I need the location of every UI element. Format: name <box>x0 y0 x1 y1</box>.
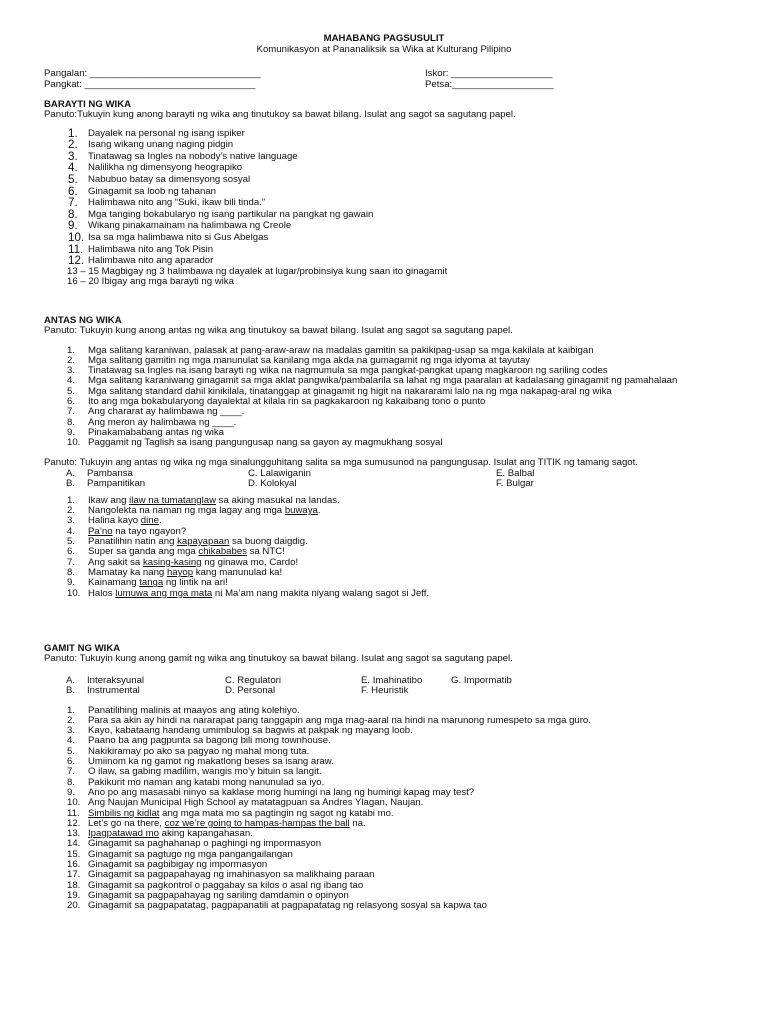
option-d: D. Personal <box>225 684 276 696</box>
list-item: 16 – 20 Ibigay ang mga barayti ng wika <box>67 276 234 288</box>
score-field-label: Iskor: ___________________ <box>425 68 553 79</box>
list-item: 5. Panatilihin natin ang kapayapaan sa buong daigdig. <box>67 536 308 548</box>
list-item: 2. Mga salitang gamitin ng mga manunulat sa kanilang mga akda na gumagamit ng mga idyoma at tayutay <box>67 354 531 366</box>
barayti-section <box>44 100 734 287</box>
underlined-word: Pa’no <box>88 525 113 537</box>
list-item: 10. Ang Naujan Municipal High School ay matatagpuan sa Andres Ylagan, Naujan. <box>67 797 424 809</box>
list-item: 10. Paggamit ng Taglish sa isang pangungusap nang sa gayon ay magmukhang sosyal <box>67 437 443 449</box>
list-item: 7. Ang sakit sa kasing-kasing ng ginawa mo, Cardo! <box>67 556 299 568</box>
list-item: 4. Mga salitang karaniwang ginagamit sa mga aklat pangwika/pambalarila sa lahat ng mga paaralan at kadalasang ginagamit ng pamahalaan <box>67 375 678 387</box>
list-item: 8. Mamatay ka nang hayop kang manunulad ka! <box>67 566 283 578</box>
list-item: 8. Mga tanging bokabularyo ng isang partikular na pangkat ng gawain <box>68 207 374 221</box>
exam-title: MAHABANG PAGSUSULIT <box>323 33 445 44</box>
underlined-word: chikababes <box>198 546 247 558</box>
gamit-heading: GAMIT NG WIKA <box>44 643 121 654</box>
underlined-word: kapayapaan <box>177 536 230 548</box>
list-item: 13 – 15 Magbigay ng 3 halimbawa ng dayalek at lugar/probinsiya kung saan ito ginagamit <box>67 265 448 277</box>
underlined-word: Ipagpatawad mo <box>88 828 159 840</box>
list-item: 10. Halos lumuwa ang mga mata ni Ma’am nang makita niyang walang sagot si Jeff. <box>67 587 430 599</box>
list-item: 10. Isa sa mga halimbawa nito si Gus Abelgas <box>68 230 269 244</box>
option-g: G. Impormatib <box>451 674 512 686</box>
underlined-word: tanga <box>139 577 164 589</box>
list-item: 1. Mga salitang karaniwan, palasak at pang-araw-araw na madalas gamitin sa pakikipag-usap sa mga kakilala at kaibigan <box>67 344 594 356</box>
list-item: 1. Ikaw ang ilaw na tumatanglaw sa aking masukal na landas. <box>67 494 340 506</box>
option-a: A. Interaksyunal <box>66 674 145 686</box>
antas-instruction-2: Panuto: Tukuyin ang antas ng wika ng mga sinalungguhitang salita sa mga sumusunod na pangungusap. Isulat ang TITIK ng tamang sagot. <box>44 456 638 468</box>
list-item: 7. Ang chararat ay halimbawa ng ____. <box>67 406 245 418</box>
antas-options <box>44 469 734 490</box>
list-item: 12. Let’s go na there, coz we’re going to hampas-hampas the ball na. <box>67 817 366 829</box>
list-item: 3. Kayo, kabataang handang umimbulog sa bagwis at pakpak ng mayang loob. <box>67 725 413 737</box>
underlined-word: dine <box>140 515 159 527</box>
option-e: E. Imahinatibo <box>361 674 423 686</box>
antas-instruction: Panuto: Tukuyin kung anong antas ng wika ang tinutukoy sa bawat bilang. Isulat ang sagot sa sagutang papel. <box>44 325 513 337</box>
option-f: F. Heuristik <box>361 684 409 696</box>
gamit-instruction: Panuto: Tukuyin kung anong gamit ng wika ang tinutukoy sa bawat bilang. Isulat ang sagot sa sagutang papel. <box>44 653 513 665</box>
option-b: B. Pampanitikan <box>66 477 146 489</box>
underlined-word: hayop <box>166 566 194 578</box>
list-item: 6. Umiinom ka ng gamot ng makatlong beses sa isang araw. <box>67 756 334 768</box>
list-item: 6. Super sa ganda ang mga chikababes sa NTC! <box>67 546 285 558</box>
barayti-heading: BARAYTI NG WIKA <box>44 99 132 110</box>
option-b: B. Instrumental <box>66 684 140 696</box>
list-item: 12. Halimbawa nito ang aparador <box>68 254 214 268</box>
underlined-word: coz we’re going to hampas-hampas the ball <box>164 817 350 829</box>
option-c: C. Lalawiganin <box>248 467 311 479</box>
antas-section <box>44 316 734 599</box>
option-c: C. Regulatori <box>225 674 281 686</box>
list-item: 1. Dayalek na personal ng isang ispiker <box>68 126 245 140</box>
list-item: 2. Isang wikang unang naging pidgin <box>68 138 234 152</box>
antas-sentence-list <box>44 496 734 599</box>
list-item: 9. Wikang pinakamainam na halimbawa ng Creole <box>68 219 292 233</box>
list-item: 15. Ginagamit sa pagtugo ng mga pangangailangan <box>67 848 293 860</box>
list-item: 2. Para sa akin ay hindi na nararapat pang tanggapin ang mga mag-aaral na hindi na marunong rumespeto sa mga guro. <box>67 714 591 726</box>
list-item: 7. O ilaw, sa gabing madilim, wangis mo’y bituin sa langit. <box>67 766 322 778</box>
barayti-list <box>44 128 734 288</box>
list-item: 1. Panatilihing malinis at maayos ang ating kolehiyo. <box>67 704 300 716</box>
antas-heading: ANTAS NG WIKA <box>44 315 122 326</box>
list-item: 9. Ano po ang masasabi ninyo sa kaklase mong humingi na lang ng humingi kapag may test? <box>67 786 475 798</box>
list-item: 5. Mga salitang standard dahil kinikilala, tinatanggap at ginagamit ng higit na nakararami lalo na ng mga nakapag-aral ng wika <box>67 385 612 397</box>
list-item: 6. Ginagamit sa loob ng tahanan <box>68 184 217 198</box>
name-field-label: Pangalan: ________________________________ <box>44 68 261 79</box>
option-f: F. Bulgar <box>496 477 534 489</box>
date-field-label: Petsa:___________________ <box>425 79 554 90</box>
list-item: 2. Nangolekta na naman ng mga lagay ang mga buwaya. <box>67 505 321 517</box>
list-item: 8. Pakikurit mo naman ang katabi mong nanunulad sa iyo. <box>67 776 325 788</box>
list-item: 17. Ginagamit sa pagpapahayag ng imahinasyon sa malikhaing paraan <box>67 869 375 881</box>
list-item: 3. Halina kayo dine. <box>67 515 162 527</box>
gamit-list <box>44 706 734 912</box>
underlined-word: ilaw na tumatanglaw <box>129 494 217 506</box>
list-item: 16. Ginagamit sa pagbibigay ng impormasyon <box>67 859 268 871</box>
option-e: E. Balbal <box>496 467 535 479</box>
barayti-instruction: Panuto:Tukuyin kung anong barayti ng wika ang tinutukoy sa bawat bilang. Isulat ang sagot sa sagutang papel. <box>44 109 516 121</box>
list-item: 20. Ginagamit sa pagpapatatag, pagpapanatili at pagpapatatag ng relasyong sosyal sa kapwa tao <box>67 900 487 912</box>
list-item: 5. Nabubuo batay sa dimensyong sosyal <box>68 172 251 186</box>
list-item: 9. Pinakamababang antas ng wika <box>67 426 225 438</box>
list-item: 11. Halimbawa nito ang Tok Pisin <box>68 242 214 256</box>
list-item: 4. Paano ba ang pagpunta sa bagong bili mong townhouse. <box>67 735 331 747</box>
underlined-word: lumuwa ang mga mata <box>115 587 213 599</box>
list-item: 3. Tinatawag sa Ingles na isang barayti ng wika na nagmumula sa mga pangkat-pangkat upang magkaroon ng sariling codes <box>67 365 608 377</box>
list-item: 9. Kainamang tanga ng lintik na ari! <box>67 577 228 589</box>
gamit-section <box>44 644 734 912</box>
list-item: 3. Tinatawag sa Ingles na nobody’s native language <box>68 149 298 163</box>
list-item: 4. Pa’no na tayo ngayon? <box>67 525 187 537</box>
list-item: 4. Nalilikha ng dimensyong heograpiko <box>68 161 243 175</box>
list-item: 6. Ito ang mga bokabularyong dayalektal at kilala rin sa pagkakaroon ng kakaibang tono o punto <box>67 396 486 408</box>
list-item: 7. Halimbawa nito ang “Suki, ikaw bili tinda.” <box>68 196 266 210</box>
exam-subtitle: Komunikasyon at Pananaliksik sa Wika at Kulturang Pilipino <box>256 44 512 55</box>
antas-list <box>44 346 734 449</box>
underlined-word: buwaya <box>284 505 318 517</box>
option-d: D. Kolokyal <box>248 477 297 489</box>
list-item: 19. Ginagamit sa pagpapahayag ng sariling damdamin o opinyon <box>67 889 349 901</box>
section-field-label: Pangkat: ________________________________ <box>44 79 256 90</box>
list-item: 18. Ginagamit sa pagkontrol o paggabay sa kilos o asal ng ibang tao <box>67 879 364 891</box>
list-item: 14. Ginagamit sa paghahanap o paghingi ng impormasyon <box>67 838 322 850</box>
underlined-word: kasing-kasing <box>142 556 202 568</box>
underlined-word: Simbilis ng kidlat <box>88 807 160 819</box>
gamit-options <box>44 676 734 697</box>
list-item: 13. Ipagpatawad mo aking kapangahasan. <box>67 828 253 840</box>
list-item: 8. Ang meron ay halimbawa ng ____. <box>67 416 237 428</box>
list-item: 11. Simbilis ng kidlat ang mga mata mo sa pagtingin ng sagot ng katabi mo. <box>67 807 394 819</box>
list-item: 5. Nakikiramay po ako sa pagyao ng mahal mong tuta. <box>67 745 310 757</box>
option-a: A. Pambansa <box>66 467 133 479</box>
